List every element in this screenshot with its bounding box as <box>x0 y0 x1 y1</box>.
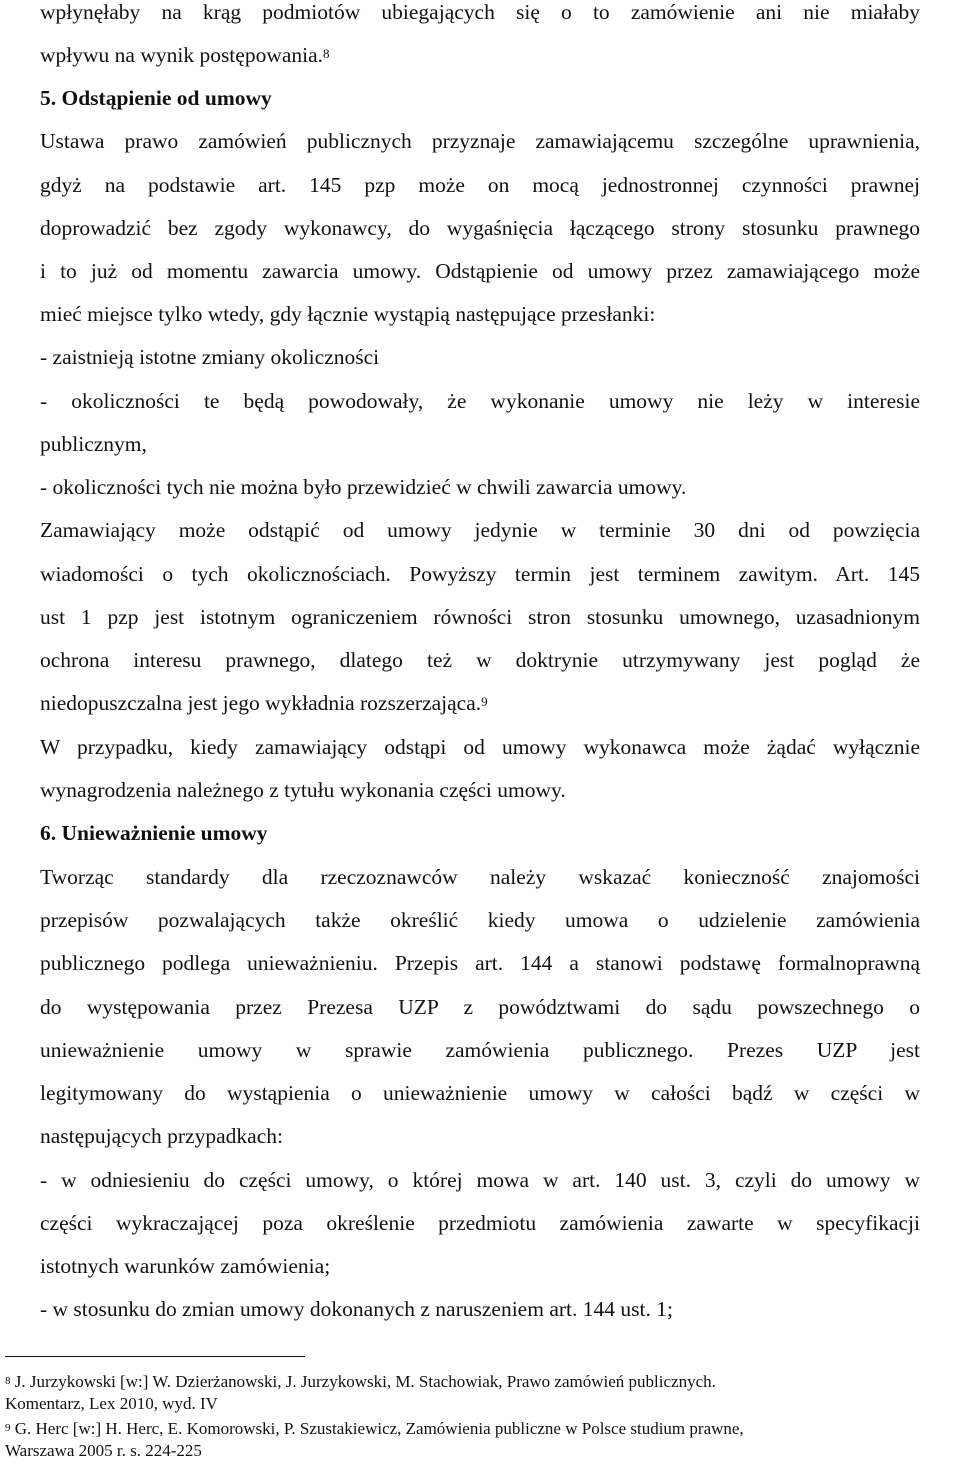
body-line: unieważnienie umowy w sprawie zamówienia publicznego. Prezes UZP jest <box>40 1038 920 1062</box>
body-line: Zamawiający może odstąpić od umowy jedynie w terminie 30 dni od powzięcia <box>40 518 920 542</box>
body-line: W przypadku, kiedy zamawiający odstąpi od umowy wykonawca może żądać wyłącznie <box>40 735 920 759</box>
body-line: doprowadzić bez zgody wykonawcy, do wygaśnięcia łączącego strony stosunku prawnego <box>40 216 920 240</box>
body-line: i to już od momentu zawarcia umowy. Odstąpienie od umowy przez zamawiającego może <box>40 259 920 283</box>
body-line: gdyż na podstawie art. 145 pzp może on mocą jednostronnej czynności prawnej <box>40 173 920 197</box>
body-line: następujących przypadkach: <box>40 1124 283 1148</box>
body-line: części wykraczającej poza określenie przedmiotu zamówienia zawarte w specyfikacji <box>40 1211 920 1235</box>
list-item: - w odniesieniu do części umowy, o której mowa w art. 140 ust. 3, czyli do umowy w <box>40 1168 920 1192</box>
footnote-9-continued: Warszawa 2005 r. s. 224-225 <box>5 1441 202 1460</box>
footnote-number: 9 <box>5 1422 11 1434</box>
body-line: przepisów pozwalających także określić kiedy umowa o udzielenie zamówienia <box>40 908 920 932</box>
footnote-divider <box>5 1356 305 1357</box>
footnote-8-continued: Komentarz, Lex 2010, wyd. IV <box>5 1394 218 1413</box>
body-line: ochrona interesu prawnego, dlatego też w doktrynie utrzymywany jest pogląd że <box>40 648 920 672</box>
body-line: niedopuszczalna jest jego wykładnia rozszerzająca.$^9$ <box>40 691 488 715</box>
footnote-9: $^9$ G. Herc [w:] H. Herc, E. Komorowski, P. Szustakiewicz, Zamówienia publiczne w Polsce studium prawne, <box>5 1419 744 1438</box>
footnote-ref-9[interactable]: 9 <box>481 694 488 709</box>
body-line: wynagrodzenia należnego z tytułu wykonania części umowy. <box>40 778 566 802</box>
footnote-8: $^8$ J. Jurzykowski [w:] W. Dzierżanowski, J. Jurzykowski, M. Stachowiak, Prawo zamówień publicznych. <box>5 1372 716 1391</box>
body-line: Ustawa prawo zamówień publicznych przyznaje zamawiającemu szczególne uprawnienia, <box>40 129 920 153</box>
body-line: istotnych warunków zamówienia; <box>40 1254 331 1278</box>
list-item: - okoliczności te będą powodowały, że wykonanie umowy nie leży w interesie <box>40 389 920 413</box>
list-item: - okoliczności tych nie można było przewidzieć w chwili zawarcia umowy. <box>40 475 687 499</box>
body-line: Tworząc standardy dla rzeczoznawców należy wskazać konieczność znajomości <box>40 865 920 889</box>
body-line: wpływu na wynik postępowania.$^8$ <box>40 43 330 67</box>
body-line: mieć miejsce tylko wtedy, gdy łącznie wystąpią następujące przesłanki: <box>40 302 656 326</box>
section-heading-5: 5. Odstąpienie od umowy <box>40 86 272 110</box>
body-line: publicznego podlega unieważnieniu. Przepis art. 144 a stanowi podstawę formalnoprawną <box>40 951 920 975</box>
body-line: publicznym, <box>40 432 147 456</box>
body-line: ust 1 pzp jest istotnym ograniczeniem równości stron stosunku umownego, uzasadnionym <box>40 605 920 629</box>
footnote-ref-8[interactable]: 8 <box>323 46 330 61</box>
section-heading-6: 6. Unieważnienie umowy <box>40 821 268 845</box>
footnote-number: 8 <box>5 1375 11 1387</box>
body-line: wpłynęłaby na krąg podmiotów ubiegających się o to zamówienie ani nie miałaby <box>40 0 920 24</box>
list-item: - zaistnieją istotne zmiany okoliczności <box>40 345 380 369</box>
body-line: do występowania przez Prezesa UZP z powództwami do sądu powszechnego o <box>40 995 920 1019</box>
body-line: wiadomości o tych okolicznościach. Powyższy termin jest terminem zawitym. Art. 145 <box>40 562 920 586</box>
list-item: - w stosunku do zmian umowy dokonanych z naruszeniem art. 144 ust. 1; <box>40 1297 673 1321</box>
body-line: legitymowany do wystąpienia o unieważnienie umowy w całości bądź w części w <box>40 1081 920 1105</box>
